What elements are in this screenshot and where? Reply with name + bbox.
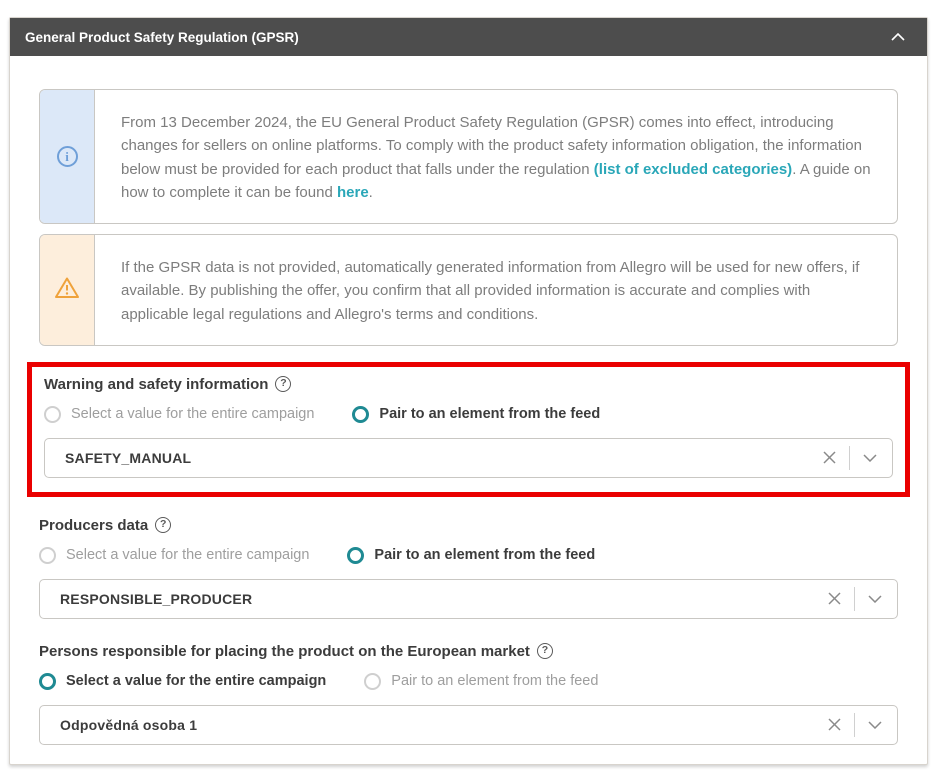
excluded-categories-link[interactable]: (list of excluded categories): [593, 160, 793, 178]
select-value: Odpovědná osoba 1: [60, 716, 198, 733]
help-icon[interactable]: ?: [275, 376, 291, 392]
help-icon[interactable]: ?: [155, 517, 171, 533]
select-divider: [854, 713, 855, 737]
info-banner-text: [95, 90, 897, 223]
radio-button[interactable]: [44, 406, 61, 423]
radio-label: Select a value for the entire campaign: [66, 547, 310, 564]
gpsr-section-header[interactable]: [10, 18, 927, 56]
radio-option-pair-to-feed[interactable]: [347, 547, 595, 564]
field-label: Producers data: [39, 516, 149, 534]
field-label: Warning and safety information: [44, 375, 269, 393]
info-icon: i: [57, 146, 78, 167]
campaign-value-select[interactable]: [39, 705, 898, 745]
radio-button[interactable]: [39, 673, 56, 690]
radio-option-entire-campaign[interactable]: [39, 547, 309, 564]
radio-button[interactable]: [352, 406, 369, 423]
warning-banner-strip: [40, 235, 95, 345]
guide-here-link[interactable]: here: [336, 183, 369, 201]
radio-option-entire-campaign[interactable]: [44, 406, 314, 423]
radio-label: Select a value for the entire campaign: [66, 673, 327, 690]
select-divider: [854, 587, 855, 611]
feed-element-select[interactable]: [44, 438, 893, 478]
radio-label: Select a value for the entire campaign: [71, 406, 315, 423]
clear-icon[interactable]: [828, 718, 841, 731]
field-label: Persons responsible for placing the product on the European market: [39, 642, 530, 660]
radio-button[interactable]: [364, 673, 381, 690]
radio-option-entire-campaign[interactable]: [39, 673, 326, 690]
chevron-down-icon[interactable]: [868, 595, 882, 603]
feed-element-select[interactable]: [39, 579, 898, 619]
gpsr-section-panel: [9, 17, 928, 765]
info-text-after: .: [368, 183, 373, 201]
gpsr-section-body: [10, 56, 927, 745]
highlight-annotation-rectangle: [27, 362, 910, 497]
radio-button[interactable]: [39, 547, 56, 564]
warning-triangle-icon: [54, 276, 80, 304]
radio-label: Pair to an element from the feed: [379, 406, 601, 423]
radio-option-pair-to-feed[interactable]: [364, 673, 598, 690]
collapse-chevron-up-icon[interactable]: [891, 33, 905, 41]
info-banner-strip: [40, 90, 95, 223]
field-group-producers-data: [39, 517, 898, 619]
radio-option-pair-to-feed[interactable]: [352, 406, 600, 423]
select-value: SAFETY_MANUAL: [65, 449, 192, 466]
select-divider: [849, 446, 850, 470]
help-icon[interactable]: ?: [537, 643, 553, 659]
field-group-persons-responsible: [39, 643, 898, 745]
info-text-middle: . A guide on how to complete it can be found: [121, 160, 871, 201]
radio-label: Pair to an element from the feed: [374, 547, 596, 564]
info-banner: [39, 89, 898, 224]
info-text-before: From 13 December 2024, the EU General Product Safety Regulation (GPSR) comes into effect, introducing changes for sellers on online platforms. To comply with the product safety information obligation, the information below must be provided for each product that falls under the regulation: [121, 114, 862, 178]
chevron-down-icon[interactable]: [868, 721, 882, 729]
radio-button[interactable]: [347, 547, 364, 564]
clear-icon[interactable]: [823, 451, 836, 464]
field-group-warning-safety-information: [44, 376, 893, 478]
warning-banner-text: If the GPSR data is not provided, automatically generated information from Allegro will be used for new offers, if available. By publishing the offer, you confirm that all provided information is accurate and complies with applicable legal regulations and Allegro's terms and conditions.: [121, 259, 860, 323]
radio-label: Pair to an element from the feed: [391, 673, 599, 690]
select-value: RESPONSIBLE_PRODUCER: [60, 590, 253, 607]
clear-icon[interactable]: [828, 592, 841, 605]
section-title: General Product Safety Regulation (GPSR): [25, 29, 299, 45]
warning-banner: [39, 234, 898, 346]
chevron-down-icon[interactable]: [863, 454, 877, 462]
